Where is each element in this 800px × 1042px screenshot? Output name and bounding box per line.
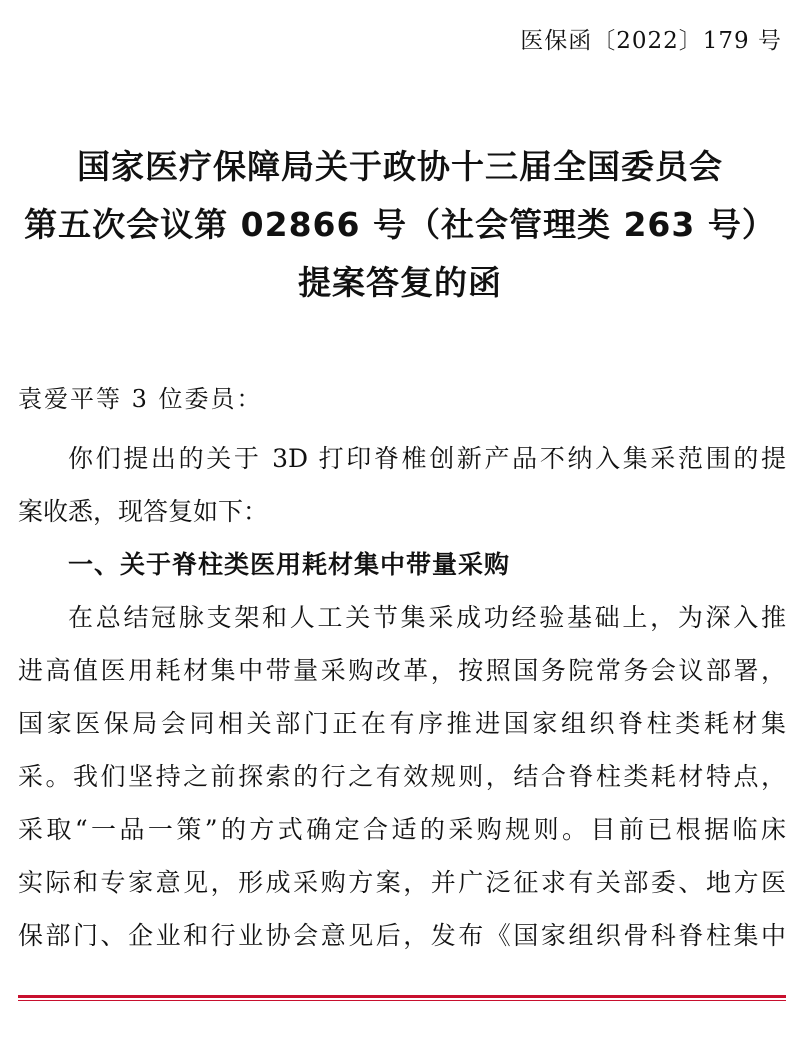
paragraph-1-line-2: 案收悉，现答复如下： (18, 497, 269, 526)
paragraph-1-line-1: 你们提出的关于 3D 打印脊椎创新产品不纳入集采范围的提 (68, 444, 786, 473)
paragraph-2-line-4: 采。我们坚持之前探索的行之有效规则，结合脊柱类耗材特点， (18, 762, 786, 791)
section-heading-1: 一、关于脊柱类医用耗材集中带量采购 (68, 550, 511, 579)
title-line-3: 提案答复的函 (298, 263, 502, 302)
title-line-2: 第五次会议第 02866 号（社会管理类 263 号） (24, 205, 776, 244)
footer-rule-thick (18, 995, 786, 998)
paragraph-2-line-1: 在总结冠脉支架和人工关节集采成功经验基础上，为深入推 (68, 603, 786, 632)
document-title (0, 138, 800, 312)
document-body (18, 432, 786, 962)
title-line-1: 国家医疗保障局关于政协十三届全国委员会 (77, 147, 723, 186)
document-number: 医保函〔2022〕179 号 (520, 28, 782, 54)
paragraph-2-line-7: 保部门、企业和行业协会意见后，发布《国家组织骨科脊柱集中 (18, 921, 786, 950)
paragraph-2-line-6: 实际和专家意见，形成采购方案，并广泛征求有关部委、地方医 (18, 868, 786, 897)
footer-rule-thin (18, 1000, 786, 1001)
paragraph-2-line-2: 进高值医用耗材集中带量采购改革，按照国务院常务会议部署， (18, 656, 786, 685)
paragraph-2-line-5: 采取“一品一策”的方式确定合适的采购规则。目前已根据临床 (18, 815, 786, 844)
salutation: 袁爱平等 3 位委员： (18, 385, 263, 413)
paragraph-2-line-3: 国家医保局会同相关部门正在有序推进国家组织脊柱类耗材集 (18, 709, 786, 738)
